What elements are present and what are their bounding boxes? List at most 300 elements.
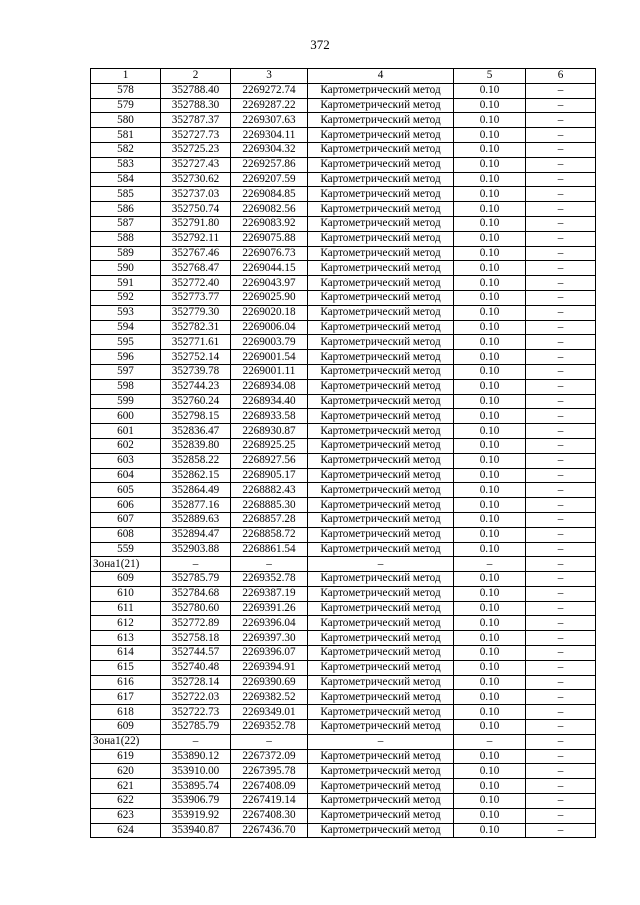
y-coordinate-cell: 2269352.78 [231,720,308,735]
method-cell: Картометрический метод [308,453,454,468]
note-cell: – [526,453,596,468]
point-number-cell: 591 [91,276,161,291]
method-cell: – [308,734,454,749]
accuracy-cell: 0.10 [454,483,526,498]
accuracy-cell: 0.10 [454,720,526,735]
table-row [91,113,596,128]
method-cell: Картометрический метод [308,128,454,143]
accuracy-cell: 0.10 [454,794,526,809]
method-cell: Картометрический метод [308,157,454,172]
table-row [91,128,596,143]
y-coordinate-cell: 2269272.74 [231,83,308,98]
table-row [91,424,596,439]
y-coordinate-cell: 2269025.90 [231,290,308,305]
accuracy-cell: 0.10 [454,453,526,468]
table-row [91,98,596,113]
x-coordinate-cell: 352767.46 [161,246,231,261]
y-coordinate-cell: 2269207.59 [231,172,308,187]
table-row [91,586,596,601]
x-coordinate-cell: 352788.40 [161,83,231,98]
accuracy-cell: 0.10 [454,616,526,631]
accuracy-cell: 0.10 [454,261,526,276]
note-cell: – [526,749,596,764]
x-coordinate-cell: 352727.43 [161,157,231,172]
y-coordinate-cell: 2269084.85 [231,187,308,202]
y-coordinate-cell: 2269287.22 [231,98,308,113]
y-coordinate-cell: 2267419.14 [231,794,308,809]
note-cell: – [526,335,596,350]
x-coordinate-cell: 352752.14 [161,350,231,365]
x-coordinate-cell: 352758.18 [161,631,231,646]
x-coordinate-cell: 352788.30 [161,98,231,113]
table-header [91,69,596,84]
note-cell: – [526,823,596,838]
table-row [91,157,596,172]
note-cell: – [526,320,596,335]
zone-label-cell: Зона1(21) [91,557,161,572]
y-coordinate-cell: 2269003.79 [231,335,308,350]
x-coordinate-cell: 353890.12 [161,749,231,764]
table-row [91,231,596,246]
y-coordinate-cell: 2268861.54 [231,542,308,557]
method-cell: Картометрический метод [308,187,454,202]
method-cell: Картометрический метод [308,572,454,587]
note-cell: – [526,675,596,690]
accuracy-cell: 0.10 [454,320,526,335]
point-number-cell: 615 [91,660,161,675]
note-cell: – [526,631,596,646]
x-coordinate-cell: 352744.23 [161,379,231,394]
table-row [91,720,596,735]
table-row [91,83,596,98]
point-number-cell: 616 [91,675,161,690]
x-coordinate-cell: 352864.49 [161,483,231,498]
x-coordinate-cell: 352858.22 [161,453,231,468]
point-number-cell: 586 [91,202,161,217]
note-cell: – [526,83,596,98]
method-cell: Картометрический метод [308,690,454,705]
note-cell: – [526,305,596,320]
y-coordinate-cell: 2269001.11 [231,364,308,379]
point-number-cell: 593 [91,305,161,320]
accuracy-cell: 0.10 [454,216,526,231]
note-cell: – [526,216,596,231]
header-col-5: 5 [454,69,526,84]
x-coordinate-cell: 352785.79 [161,720,231,735]
y-coordinate-cell: 2268905.17 [231,468,308,483]
point-number-cell: 584 [91,172,161,187]
point-number-cell: 622 [91,794,161,809]
table-row [91,631,596,646]
note-cell: – [526,276,596,291]
accuracy-cell: 0.10 [454,276,526,291]
note-cell: – [526,498,596,513]
method-cell: Картометрический метод [308,202,454,217]
note-cell: – [526,98,596,113]
point-number-cell: 605 [91,483,161,498]
method-cell: Картометрический метод [308,113,454,128]
note-cell: – [526,586,596,601]
note-cell: – [526,705,596,720]
table-row [91,616,596,631]
x-coordinate-cell: 352862.15 [161,468,231,483]
method-cell: Картометрический метод [308,379,454,394]
note-cell: – [526,483,596,498]
note-cell: – [526,808,596,823]
point-number-cell: 610 [91,586,161,601]
method-cell: Картометрический метод [308,468,454,483]
method-cell: Картометрический метод [308,660,454,675]
note-cell: – [526,128,596,143]
accuracy-cell: 0.10 [454,527,526,542]
accuracy-cell: 0.10 [454,468,526,483]
table-row [91,601,596,616]
x-coordinate-cell: 352722.03 [161,690,231,705]
method-cell: – [308,557,454,572]
note-cell: – [526,261,596,276]
header-col-3: 3 [231,69,308,84]
x-coordinate-cell: 352768.47 [161,261,231,276]
method-cell: Картометрический метод [308,794,454,809]
accuracy-cell: 0.10 [454,113,526,128]
accuracy-cell: 0.10 [454,350,526,365]
table-row [91,794,596,809]
accuracy-cell: 0.10 [454,305,526,320]
note-cell: – [526,734,596,749]
table-row [91,290,596,305]
point-number-cell: 618 [91,705,161,720]
accuracy-cell: 0.10 [454,631,526,646]
header-col-4: 4 [308,69,454,84]
point-number-cell: 588 [91,231,161,246]
method-cell: Картометрический метод [308,98,454,113]
table-row [91,675,596,690]
point-number-cell: 583 [91,157,161,172]
x-coordinate-cell: 352750.74 [161,202,231,217]
accuracy-cell: 0.10 [454,128,526,143]
note-cell: – [526,438,596,453]
table-row [91,764,596,779]
accuracy-cell: 0.10 [454,646,526,661]
note-cell: – [526,660,596,675]
x-coordinate-cell: 352727.73 [161,128,231,143]
accuracy-cell: 0.10 [454,290,526,305]
method-cell: Картометрический метод [308,276,454,291]
method-cell: Картометрический метод [308,142,454,157]
accuracy-cell: 0.10 [454,98,526,113]
note-cell: – [526,113,596,128]
method-cell: Картометрический метод [308,216,454,231]
x-coordinate-cell: 352894.47 [161,527,231,542]
table-row [91,468,596,483]
point-number-cell: 601 [91,424,161,439]
method-cell: Картометрический метод [308,172,454,187]
header-row [91,69,596,84]
accuracy-cell: 0.10 [454,202,526,217]
note-cell: – [526,157,596,172]
method-cell: Картометрический метод [308,261,454,276]
note-cell: – [526,720,596,735]
note-cell: – [526,246,596,261]
point-number-cell: 580 [91,113,161,128]
method-cell: Картометрический метод [308,512,454,527]
table-row [91,779,596,794]
accuracy-cell: 0.10 [454,705,526,720]
accuracy-cell: 0.10 [454,379,526,394]
accuracy-cell: 0.10 [454,498,526,513]
note-cell: – [526,350,596,365]
accuracy-cell: 0.10 [454,409,526,424]
note-cell: – [526,379,596,394]
point-number-cell: 613 [91,631,161,646]
table-row [91,453,596,468]
note-cell: – [526,764,596,779]
table-row [91,660,596,675]
note-cell: – [526,690,596,705]
method-cell: Картометрический метод [308,231,454,246]
x-coordinate-cell: 352877.16 [161,498,231,513]
zone-header-row [91,557,596,572]
y-coordinate-cell: 2269001.54 [231,350,308,365]
x-coordinate-cell: 352760.24 [161,394,231,409]
y-coordinate-cell: 2268925.25 [231,438,308,453]
y-coordinate-cell: 2269082.56 [231,202,308,217]
y-coordinate-cell: 2268885.30 [231,498,308,513]
table-row [91,542,596,557]
point-number-cell: 587 [91,216,161,231]
y-coordinate-cell: 2269020.18 [231,305,308,320]
note-cell: – [526,572,596,587]
method-cell: Картометрический метод [308,705,454,720]
x-coordinate-cell: 352744.57 [161,646,231,661]
y-coordinate-cell: 2269083.92 [231,216,308,231]
y-coordinate-cell: 2268858.72 [231,527,308,542]
x-coordinate-cell: 352771.61 [161,335,231,350]
accuracy-cell: 0.10 [454,586,526,601]
y-coordinate-cell: – [231,734,308,749]
method-cell: Картометрический метод [308,646,454,661]
point-number-cell: 582 [91,142,161,157]
x-coordinate-cell: 352791.80 [161,216,231,231]
accuracy-cell: 0.10 [454,808,526,823]
y-coordinate-cell: 2269349.01 [231,705,308,720]
x-coordinate-cell: – [161,557,231,572]
method-cell: Картометрический метод [308,808,454,823]
point-number-cell: 602 [91,438,161,453]
note-cell: – [526,409,596,424]
point-number-cell: 609 [91,720,161,735]
table-row [91,202,596,217]
point-number-cell: 585 [91,187,161,202]
coordinates-table [90,68,596,838]
x-coordinate-cell: 352787.37 [161,113,231,128]
note-cell: – [526,364,596,379]
note-cell: – [526,512,596,527]
accuracy-cell: 0.10 [454,83,526,98]
accuracy-cell: 0.10 [454,660,526,675]
x-coordinate-cell: 352740.48 [161,660,231,675]
note-cell: – [526,142,596,157]
accuracy-cell: 0.10 [454,512,526,527]
y-coordinate-cell: 2269075.88 [231,231,308,246]
x-coordinate-cell: 352782.31 [161,320,231,335]
table-row [91,705,596,720]
header-col-6: 6 [526,69,596,84]
accuracy-cell: 0.10 [454,231,526,246]
accuracy-cell: – [454,557,526,572]
x-coordinate-cell: 352737.03 [161,187,231,202]
y-coordinate-cell: 2269396.07 [231,646,308,661]
point-number-cell: 607 [91,512,161,527]
table-row [91,216,596,231]
y-coordinate-cell: 2267372.09 [231,749,308,764]
point-number-cell: 617 [91,690,161,705]
y-coordinate-cell: 2269307.63 [231,113,308,128]
note-cell: – [526,231,596,246]
table-row [91,438,596,453]
note-cell: – [526,187,596,202]
point-number-cell: 623 [91,808,161,823]
y-coordinate-cell: 2267408.30 [231,808,308,823]
point-number-cell: 608 [91,527,161,542]
accuracy-cell: 0.10 [454,394,526,409]
method-cell: Картометрический метод [308,424,454,439]
y-coordinate-cell: 2269394.91 [231,660,308,675]
y-coordinate-cell: 2268927.56 [231,453,308,468]
table-row [91,379,596,394]
y-coordinate-cell: 2269304.11 [231,128,308,143]
note-cell: – [526,394,596,409]
y-coordinate-cell: 2268933.58 [231,409,308,424]
point-number-cell: 581 [91,128,161,143]
y-coordinate-cell: 2267436.70 [231,823,308,838]
table-row [91,527,596,542]
y-coordinate-cell: 2269006.04 [231,320,308,335]
x-coordinate-cell: 352772.40 [161,276,231,291]
accuracy-cell: 0.10 [454,187,526,202]
point-number-cell: 614 [91,646,161,661]
y-coordinate-cell: 2268857.28 [231,512,308,527]
point-number-cell: 599 [91,394,161,409]
x-coordinate-cell: 352889.63 [161,512,231,527]
y-coordinate-cell: 2269391.26 [231,601,308,616]
point-number-cell: 579 [91,98,161,113]
x-coordinate-cell: 352785.79 [161,572,231,587]
x-coordinate-cell: 352773.77 [161,290,231,305]
y-coordinate-cell: 2269382.52 [231,690,308,705]
table-row [91,276,596,291]
method-cell: Картометрический метод [308,616,454,631]
method-cell: Картометрический метод [308,335,454,350]
accuracy-cell: 0.10 [454,779,526,794]
method-cell: Картометрический метод [308,527,454,542]
note-cell: – [526,616,596,631]
x-coordinate-cell: 352903.88 [161,542,231,557]
method-cell: Картометрический метод [308,483,454,498]
y-coordinate-cell: 2268930.87 [231,424,308,439]
note-cell: – [526,542,596,557]
method-cell: Картометрический метод [308,305,454,320]
x-coordinate-cell: 352722.73 [161,705,231,720]
point-number-cell: 609 [91,572,161,587]
x-coordinate-cell: 353940.87 [161,823,231,838]
method-cell: Картометрический метод [308,83,454,98]
note-cell: – [526,794,596,809]
method-cell: Картометрический метод [308,586,454,601]
accuracy-cell: 0.10 [454,157,526,172]
method-cell: Картометрический метод [308,601,454,616]
accuracy-cell: 0.10 [454,335,526,350]
table-row [91,394,596,409]
table-row [91,409,596,424]
accuracy-cell: 0.10 [454,764,526,779]
y-coordinate-cell: 2267408.09 [231,779,308,794]
method-cell: Картометрический метод [308,438,454,453]
x-coordinate-cell: 353919.92 [161,808,231,823]
x-coordinate-cell: 352728.14 [161,675,231,690]
point-number-cell: 578 [91,83,161,98]
note-cell: – [526,527,596,542]
method-cell: Картометрический метод [308,246,454,261]
point-number-cell: 603 [91,453,161,468]
accuracy-cell: 0.10 [454,572,526,587]
page-number: 372 [310,37,330,52]
x-coordinate-cell: 352772.89 [161,616,231,631]
point-number-cell: 596 [91,350,161,365]
method-cell: Картометрический метод [308,498,454,513]
y-coordinate-cell: 2269043.97 [231,276,308,291]
y-coordinate-cell: 2268882.43 [231,483,308,498]
method-cell: Картометрический метод [308,542,454,557]
table-row [91,572,596,587]
accuracy-cell: 0.10 [454,364,526,379]
table-row [91,512,596,527]
point-number-cell: 590 [91,261,161,276]
table-row [91,246,596,261]
method-cell: Картометрический метод [308,749,454,764]
accuracy-cell: 0.10 [454,675,526,690]
y-coordinate-cell: 2269044.15 [231,261,308,276]
accuracy-cell: 0.10 [454,823,526,838]
accuracy-cell: 0.10 [454,438,526,453]
y-coordinate-cell: 2267395.78 [231,764,308,779]
point-number-cell: 604 [91,468,161,483]
accuracy-cell: – [454,734,526,749]
zone-header-row [91,734,596,749]
method-cell: Картометрический метод [308,779,454,794]
accuracy-cell: 0.10 [454,246,526,261]
method-cell: Картометрический метод [308,631,454,646]
y-coordinate-cell: 2269304.32 [231,142,308,157]
point-number-cell: 597 [91,364,161,379]
method-cell: Картометрический метод [308,394,454,409]
table-row [91,305,596,320]
x-coordinate-cell: 352730.62 [161,172,231,187]
point-number-cell: 559 [91,542,161,557]
method-cell: Картометрический метод [308,409,454,424]
x-coordinate-cell: 353906.79 [161,794,231,809]
point-number-cell: 621 [91,779,161,794]
point-number-cell: 600 [91,409,161,424]
x-coordinate-cell: 352798.15 [161,409,231,424]
y-coordinate-cell: 2269396.04 [231,616,308,631]
point-number-cell: 595 [91,335,161,350]
table-row [91,749,596,764]
note-cell: – [526,172,596,187]
point-number-cell: 598 [91,379,161,394]
note-cell: – [526,601,596,616]
point-number-cell: 624 [91,823,161,838]
